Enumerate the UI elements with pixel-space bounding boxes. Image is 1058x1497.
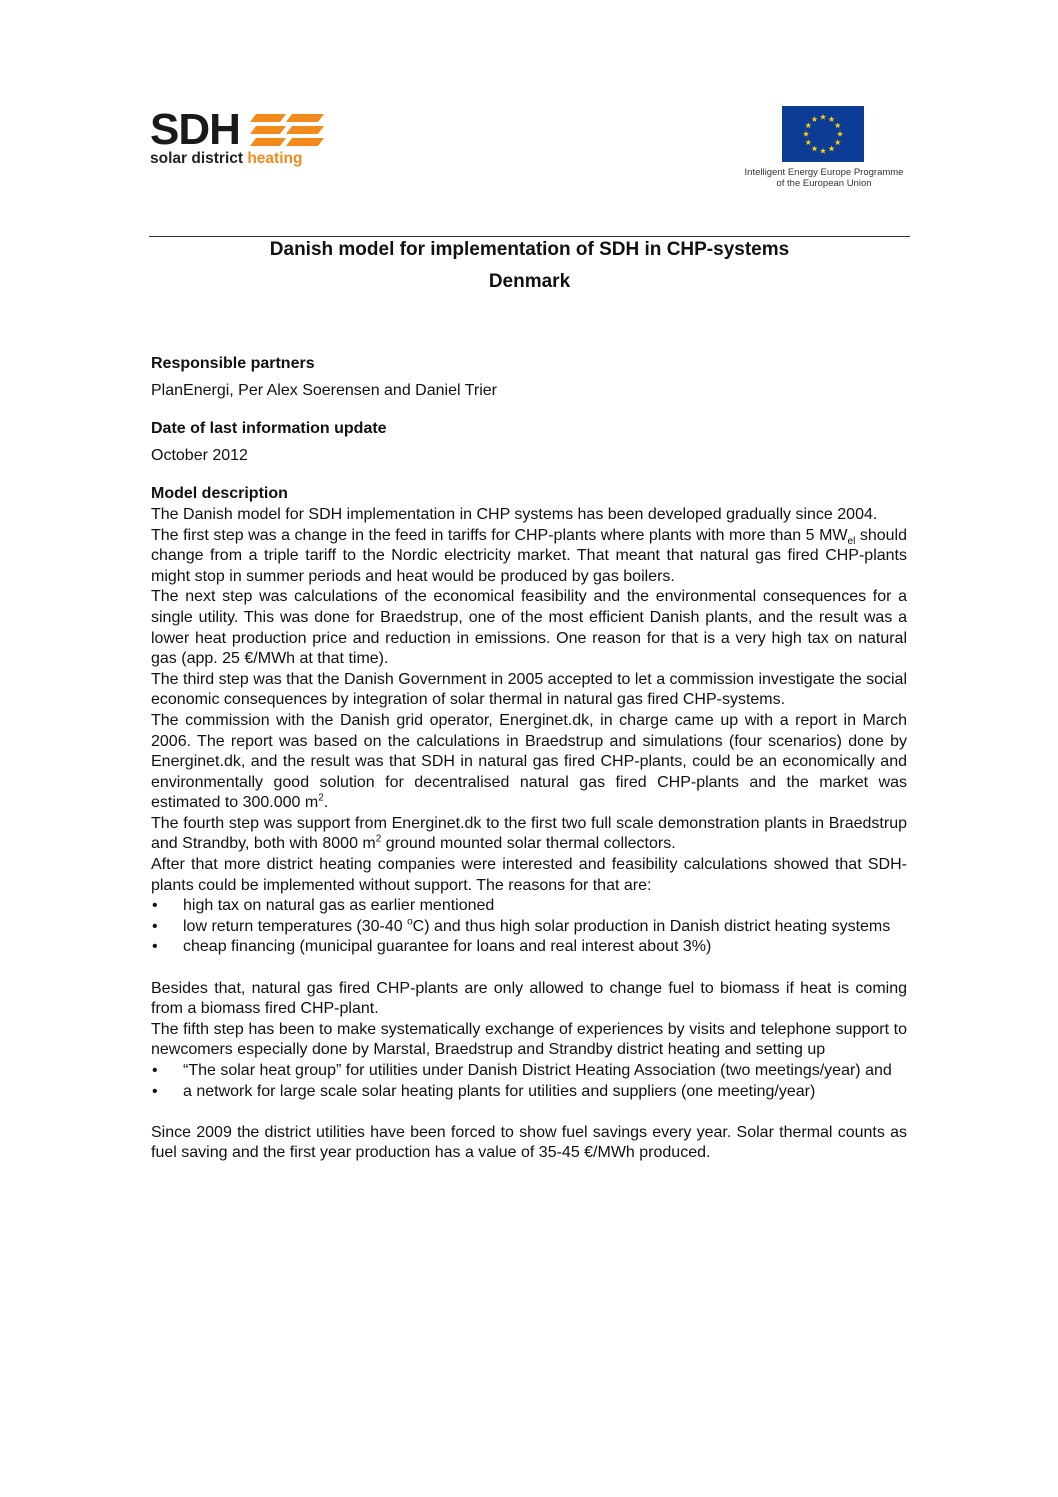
paragraph: The Danish model for SDH implementation in CHP systems has been developed gradually since 2004. <box>151 505 878 523</box>
logo-wordmark: SDH <box>150 105 240 154</box>
document-subtitle: Denmark <box>488 271 571 292</box>
list-item: • high tax on natural gas as earlier mentioned <box>151 896 907 917</box>
logo-tagline-part: solar district <box>150 150 248 167</box>
model-heading: Model description <box>151 485 288 503</box>
list-item: • a network for large scale solar heating plants for utilities and suppliers (one meeting/year) <box>151 1082 907 1103</box>
header-divider <box>149 236 910 237</box>
paragraph <box>151 526 907 588</box>
spacer <box>151 958 907 979</box>
paragraph-text: should change from a triple tariff to the Nordic electricity market. That meant that natural gas fired CHP-plants might stop in summer periods and heat would be produced by gas boilers. <box>151 526 907 585</box>
list-item-text: low return temperatures (30-40 <box>183 917 408 935</box>
superscript: 2 <box>375 834 382 846</box>
paragraph-text: . <box>323 794 329 812</box>
partners-heading: Responsible partners <box>151 355 315 372</box>
logo-tagline <box>150 150 302 168</box>
paragraph: The fifth step has been to make systematically exchange of experiences by visits and telephone support to newcomers especially done by Marstal, Braedstrup and Strandby district heating and setting up <box>151 1020 907 1059</box>
paragraph-text: The fourth step was support from Energinet.dk to the first two full scale demonstration plants in Braedstrup and Strandby, both with 8000 m <box>151 814 907 853</box>
paragraph: The third step was that the Danish Government in 2005 accepted to let a commission investigate the social economic consequences by integration of solar thermal in natural gas fired CHP-systems. <box>151 670 907 709</box>
list-item: • “The solar heat group” for utilities under Danish District Heating Association (two meetings/year) and <box>151 1061 907 1082</box>
reasons-list <box>151 896 907 958</box>
document-title: Danish model for implementation of SDH in CHP-systems <box>269 239 790 260</box>
logo-tagline-accent: heating <box>247 150 303 167</box>
partners-section <box>151 354 907 401</box>
paragraph-text: ground mounted solar thermal collectors. <box>381 835 676 853</box>
document-body <box>151 354 907 1164</box>
list-item-text: C) and thus high solar production in Danish district heating systems <box>412 917 891 935</box>
spacer <box>151 1102 907 1123</box>
sdh-logo <box>150 105 330 172</box>
eu-caption-line2: of the European Union <box>776 178 872 189</box>
exchange-list <box>151 1061 907 1102</box>
superscript: 2 <box>318 792 324 804</box>
date-text: October 2012 <box>151 446 248 464</box>
paragraph: The next step was calculations of the economical feasibility and the environmental consequences for a single utility. This was done for Braedstrup, one of the most efficient Danish plants, and the result was a lower heat production price and reduction in emissions. One reason for that is a very high tax on natural gas (app. 25 €/MWh at that time). <box>151 588 907 668</box>
date-section <box>151 419 907 466</box>
list-item: • cheap financing (municipal guarantee for loans and real interest about 3%) <box>151 937 907 958</box>
date-heading: Date of last information update <box>151 420 387 438</box>
paragraph <box>151 814 907 855</box>
paragraph-text: The commission with the Danish grid operator, Energinet.dk, in charge came up with a report in March 2006. The report was based on the calculations in Braedstrup and simulations (four scenarios) done by Energinet.dk, and the result was that SDH in natural gas fired CHP-plants, could be an economically and environmentally good solution for decentralised natural gas fired CHP-plants and the market was estimated to 300.000 m <box>151 711 907 812</box>
eu-caption-line1: Intelligent Energy Europe Programme <box>744 167 904 178</box>
list-item <box>151 917 907 938</box>
logo-stripes-icon <box>250 114 324 146</box>
paragraph-text: The first step was a change in the feed in tariffs for CHP-plants where plants with more than 5 MW <box>151 526 848 544</box>
eu-logo <box>738 106 910 190</box>
superscript: o <box>407 916 413 928</box>
partners-text: PlanEnergi, Per Alex Soerensen and Daniel Trier <box>151 381 497 399</box>
eu-flag-icon <box>782 106 864 162</box>
paragraph: Since 2009 the district utilities have been forced to show fuel savings every year. Solar thermal counts as fuel saving and the first year production has a value of 35-45 €/MWh produced. <box>151 1123 907 1162</box>
subscript: el <box>847 535 856 547</box>
paragraph <box>151 711 907 814</box>
model-section <box>151 484 907 1164</box>
paragraph: Besides that, natural gas fired CHP-plants are only allowed to change fuel to biomass if heat is coming from a biomass fired CHP-plant. <box>151 979 907 1018</box>
paragraph: After that more district heating companies were interested and feasibility calculations showed that SDH-plants could be implemented without support. The reasons for that are: <box>151 856 907 894</box>
